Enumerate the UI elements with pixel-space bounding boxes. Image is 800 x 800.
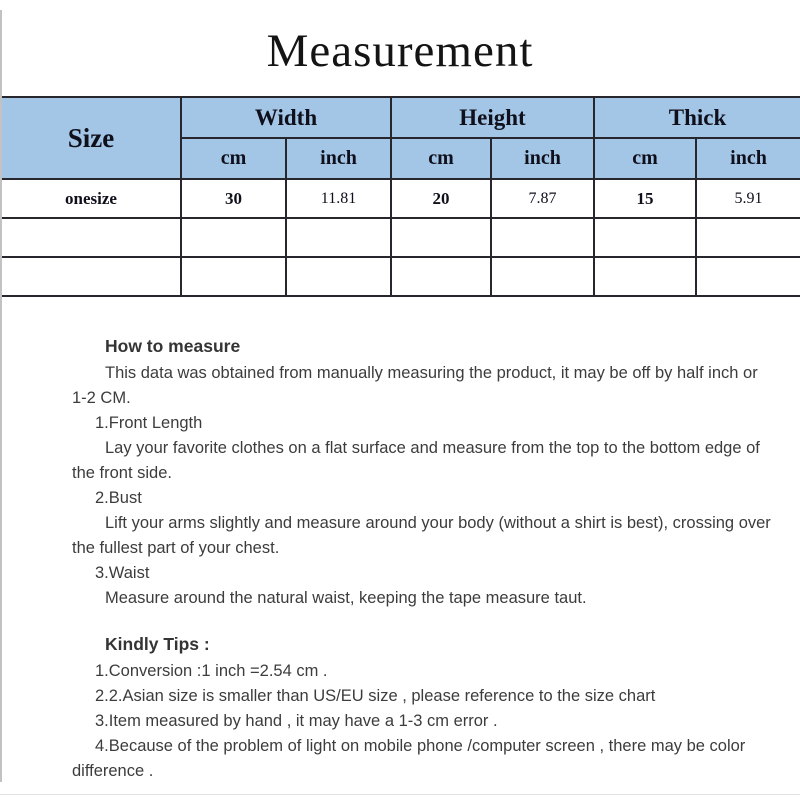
- measurement-table: [0, 96, 800, 297]
- cell-height-cm: [391, 218, 491, 257]
- step-label: 3.Waist: [95, 564, 150, 582]
- column-header-height: Height: [391, 97, 594, 138]
- step-text: Lift your arms slightly and measure around your body (without a shirt is best), crossing over the fullest part of your chest.: [72, 514, 771, 557]
- unit-header-width-inch: inch: [286, 138, 391, 179]
- cell-size: [1, 257, 181, 296]
- unit-header-thick-inch: inch: [696, 138, 800, 179]
- table-row-empty: [1, 257, 800, 296]
- table-header: [1, 97, 800, 179]
- how-to-measure-heading: How to measure: [105, 336, 241, 356]
- table-row-empty: [1, 218, 800, 257]
- step-label: 1.Front Length: [95, 414, 203, 432]
- left-edge-line: [0, 10, 2, 782]
- cell-height-cm: [391, 257, 491, 296]
- cell-height-inch: 7.87: [491, 179, 594, 218]
- column-header-thick: Thick: [594, 97, 800, 138]
- cell-thick-inch: [696, 218, 800, 257]
- unit-header-height-cm: cm: [391, 138, 491, 179]
- cell-height-inch: [491, 257, 594, 296]
- unit-header-width-cm: cm: [181, 138, 286, 179]
- table-row: [1, 179, 800, 218]
- kindly-tips-section: [0, 632, 800, 784]
- bottom-edge-line: [0, 794, 800, 795]
- tip-item: 1.Conversion :1 inch =2.54 cm .: [95, 662, 328, 680]
- column-header-width: Width: [181, 97, 391, 138]
- page-title: Measurement: [266, 25, 534, 77]
- cell-thick-inch: [696, 257, 800, 296]
- cell-thick-cm: [594, 218, 696, 257]
- tip-item: 2.2.Asian size is smaller than US/EU size , please reference to the size chart: [95, 687, 656, 705]
- cell-width-inch: 11.81: [286, 179, 391, 218]
- unit-header-height-inch: inch: [491, 138, 594, 179]
- cell-width-inch: [286, 218, 391, 257]
- cell-thick-inch: 5.91: [696, 179, 800, 218]
- cell-height-cm: 20: [391, 179, 491, 218]
- step-text: Measure around the natural waist, keeping the tape measure taut.: [105, 589, 587, 607]
- cell-width-cm: [181, 257, 286, 296]
- tip-item: 4.Because of the problem of light on mobile phone /computer screen , there may be color difference .: [72, 737, 746, 780]
- how-to-measure-section: [0, 334, 800, 611]
- cell-size: [1, 218, 181, 257]
- column-header-size: Size: [1, 97, 181, 179]
- cell-thick-cm: [594, 257, 696, 296]
- unit-header-thick-cm: cm: [594, 138, 696, 179]
- cell-size: onesize: [1, 179, 181, 218]
- cell-width-inch: [286, 257, 391, 296]
- step-label: 2.Bust: [95, 489, 142, 507]
- cell-width-cm: 30: [181, 179, 286, 218]
- how-to-measure-intro: This data was obtained from manually measuring the product, it may be off by half inch or 1-2 CM.: [72, 364, 758, 407]
- tip-item: 3.Item measured by hand , it may have a 1-3 cm error .: [95, 712, 498, 730]
- cell-height-inch: [491, 218, 594, 257]
- kindly-tips-heading: Kindly Tips :: [105, 634, 210, 654]
- cell-width-cm: [181, 218, 286, 257]
- cell-thick-cm: 15: [594, 179, 696, 218]
- step-text: Lay your favorite clothes on a flat surface and measure from the top to the bottom edge of the front side.: [72, 439, 760, 482]
